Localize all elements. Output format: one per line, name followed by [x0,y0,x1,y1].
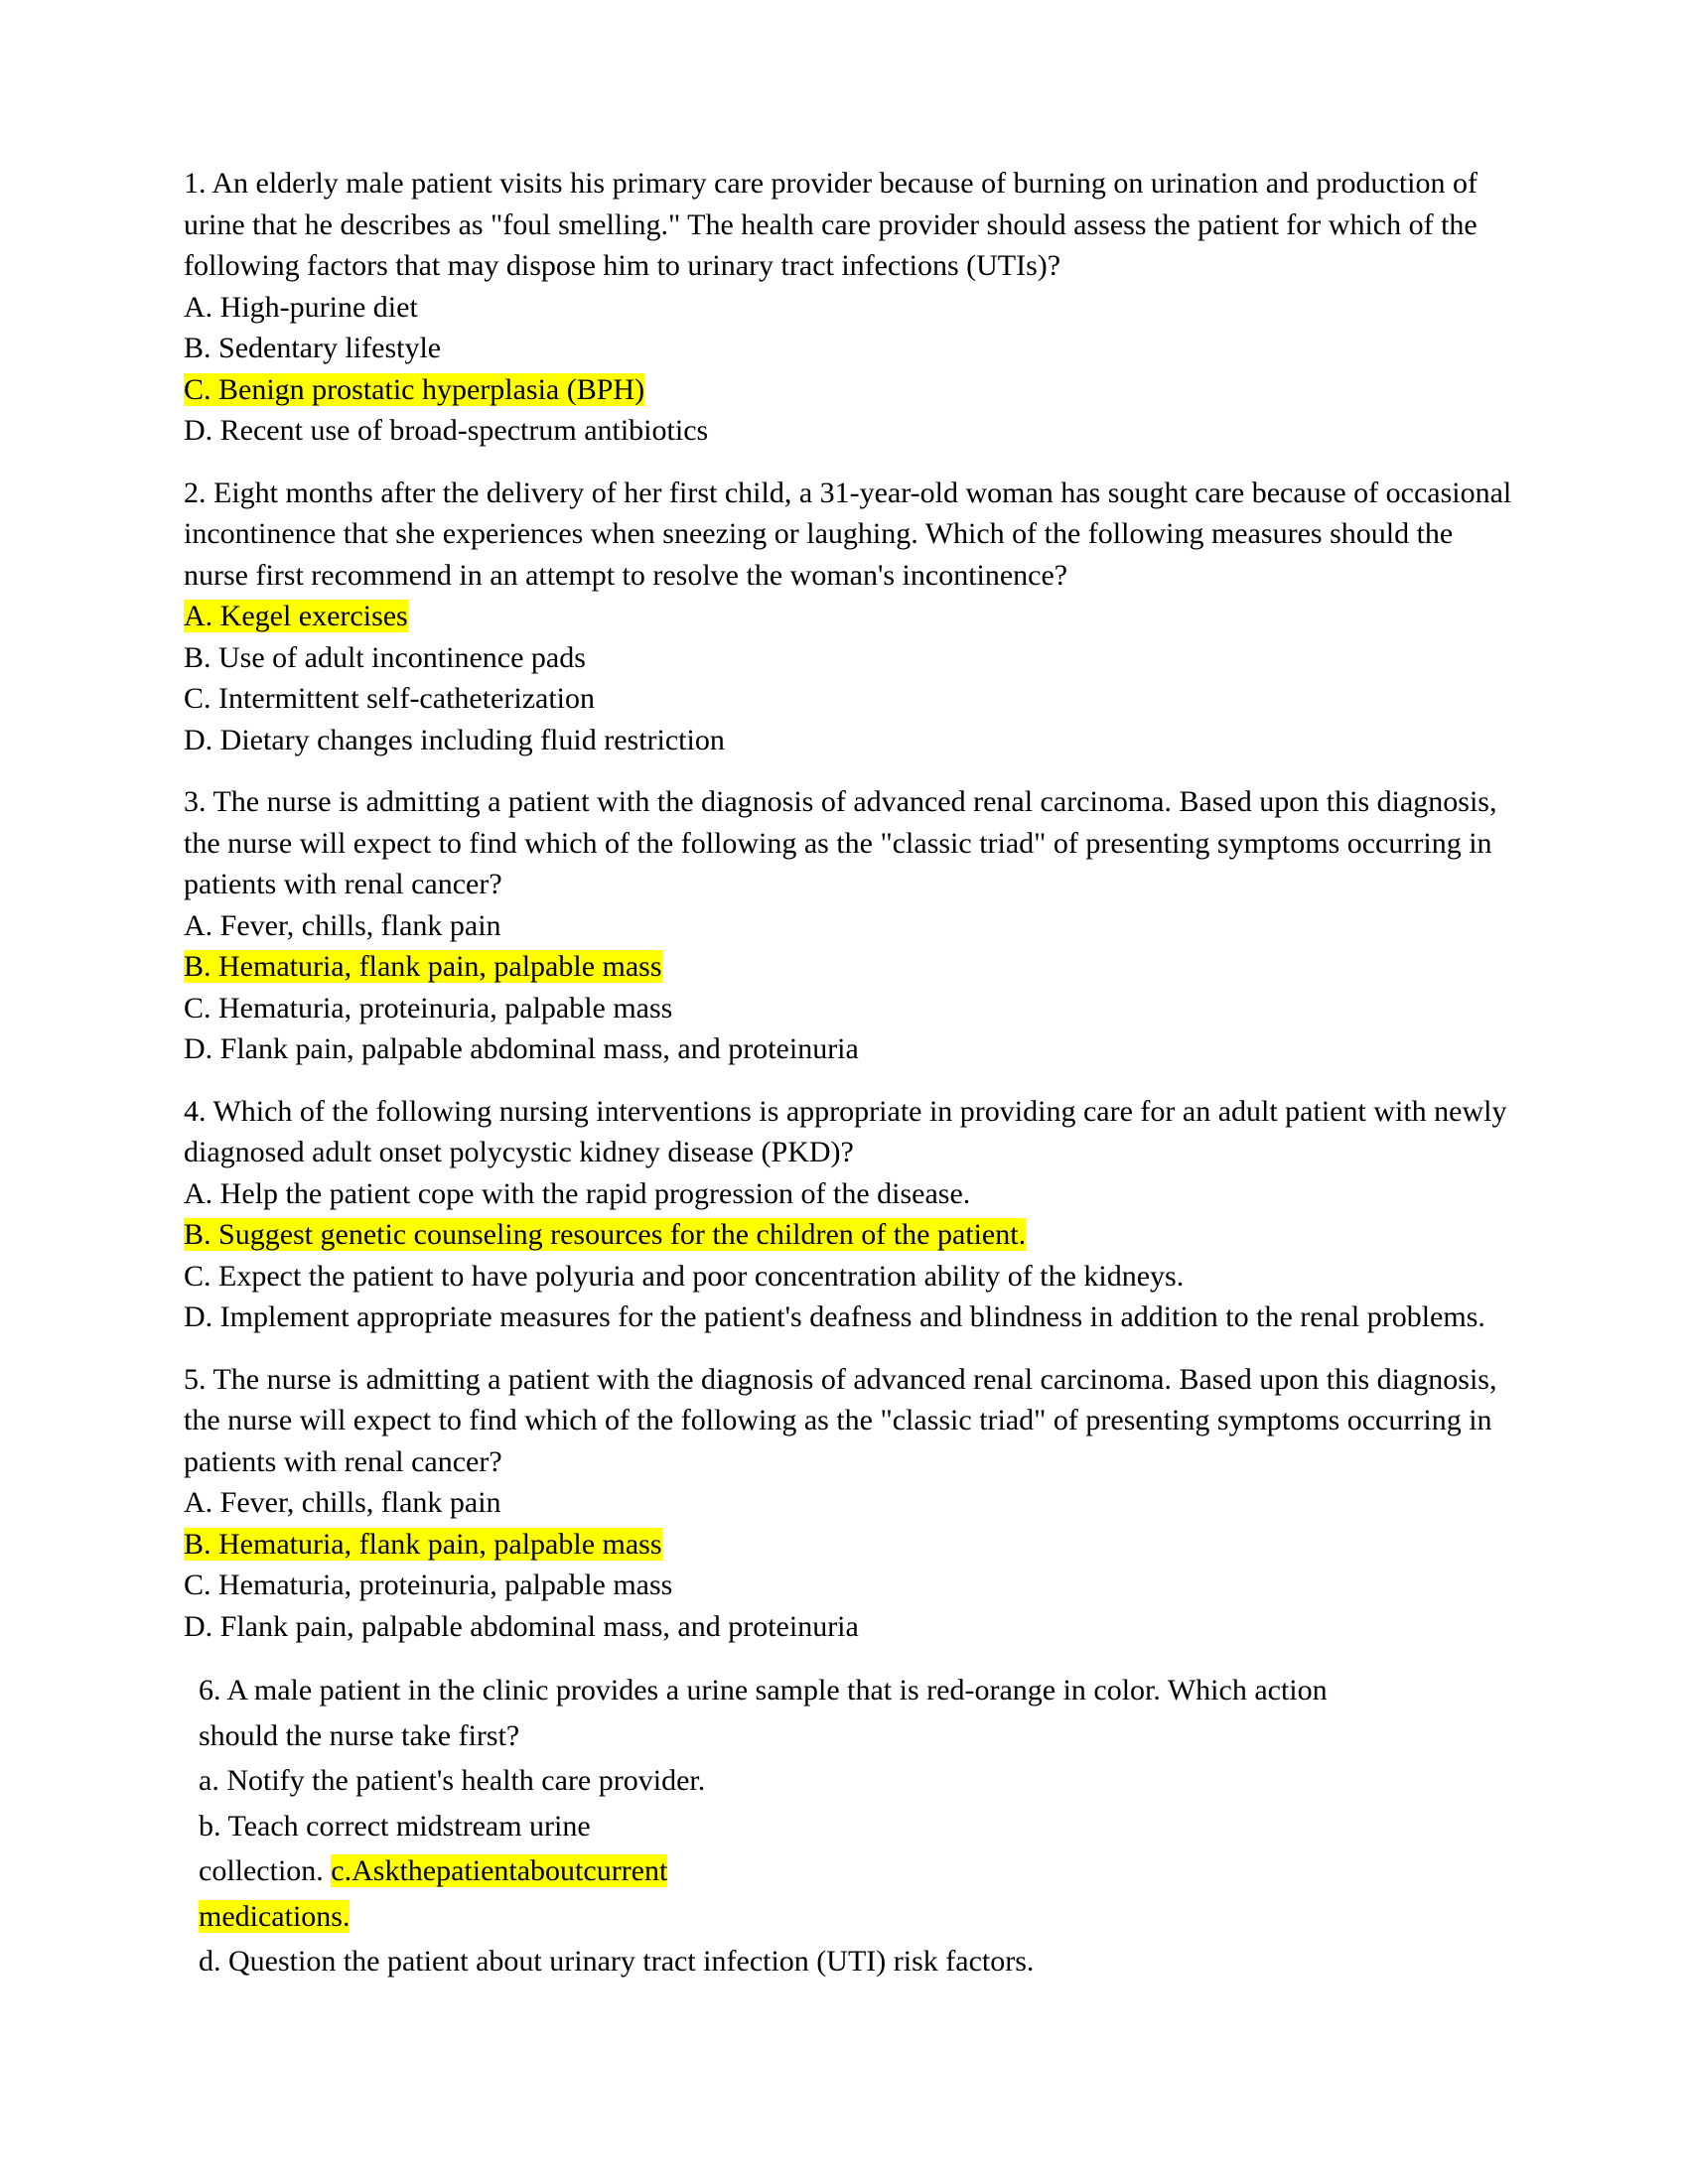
option-d: d. Question the patient about urinary tract infection (UTI) risk factors. [199,1945,1035,1978]
option-a: a. Notify the patient's health care provider. [199,1764,706,1797]
question-6 [199,1668,1514,1984]
option-d: D. Implement appropriate measures for the patient's deafness and blindness in addition to the renal problems. [184,1300,1485,1333]
question-stem: 1. An elderly male patient visits his primary care provider because of burning on urination and production of urine that he describes as "foul smelling." The health care provider should assess the patient for which of the following factors that may dispose him to urinary tract infections (UTIs)? [184,167,1477,282]
option-d: D. Recent use of broad-spectrum antibiotics [184,414,709,447]
question-stem: 3. The nurse is admitting a patient with the diagnosis of advanced renal carcinoma. Based upon this diagnosis, the nurse will expect to find which of the following as the "classic triad" of presenting symptoms occurring in patients with renal cancer? [184,785,1497,900]
question-5 [184,1359,1514,1648]
option-b-highlighted-answer: B. Hematuria, flank pain, palpable mass [184,1527,662,1561]
option-c: C. Hematuria, proteinuria, palpable mass [184,1569,673,1601]
option-b: B. Use of adult incontinence pads [184,640,586,674]
question-3 [184,781,1514,1070]
option-b-highlighted-answer: B. Suggest genetic counseling resources for the children of the patient. [184,1218,1027,1251]
option-c: C. Intermittent self-catheterization [184,682,595,715]
option-d: D. Flank pain, palpable abdominal mass, and proteinuria [184,1609,859,1643]
option-a: A. Fever, chills, flank pain [184,908,501,942]
option-b-highlighted-answer: B. Hematuria, flank pain, palpable mass [184,950,662,983]
option-a: A. High-purine diet [184,290,418,324]
question-stem: 4. Which of the following nursing interventions is appropriate in providing care for an adult patient with newly diagnosed adult onset polycystic kidney disease (PKD)? [184,1094,1507,1168]
question-stem: 5. The nurse is admitting a patient with the diagnosis of advanced renal carcinoma. Based upon this diagnosis, the nurse will expect to find which of the following as the "classic triad" of presenting symptoms occurring in patients with renal cancer? [184,1362,1497,1478]
quiz-document [184,163,1514,2005]
option-d: D. Dietary changes including fluid restriction [184,723,725,756]
option-b-line-1: b. Teach correct midstream urine [199,1809,591,1843]
question-2 [184,473,1514,761]
question-stem: 2. Eight months after the delivery of her first child, a 31-year-old woman has sought care because of occasional incontinence that she experiences when sneezing or laughing. Which of the following measures should the nurse first recommend in an attempt to resolve the woman's incontinence? [184,476,1512,592]
option-b: B. Sedentary lifestyle [184,332,442,364]
option-c-highlighted-answer-cont: medications. [199,1899,351,1933]
option-c: C. Hematuria, proteinuria, palpable mass [184,991,673,1024]
option-b-line-2: collection. [199,1854,324,1887]
option-d: D. Flank pain, palpable abdominal mass, and proteinuria [184,1032,859,1065]
option-c: C. Expect the patient to have polyuria and poor concentration ability of the kidneys. [184,1259,1185,1293]
question-4 [184,1091,1514,1338]
option-a: A. Fever, chills, flank pain [184,1486,501,1519]
option-c-highlighted-answer: C. Benign prostatic hyperplasia (BPH) [184,372,645,406]
option-c-highlighted-answer: c.Askthepatientaboutcurrent [331,1854,668,1887]
question-stem-line-1: 6. A male patient in the clinic provides a urine sample that is red-orange in color. Which action [199,1674,1328,1706]
option-a: A. Help the patient cope with the rapid progression of the disease. [184,1176,971,1210]
question-1 [184,163,1514,452]
question-stem-line-2: should the nurse take first? [199,1718,520,1752]
option-a-highlighted-answer: A. Kegel exercises [184,600,408,632]
